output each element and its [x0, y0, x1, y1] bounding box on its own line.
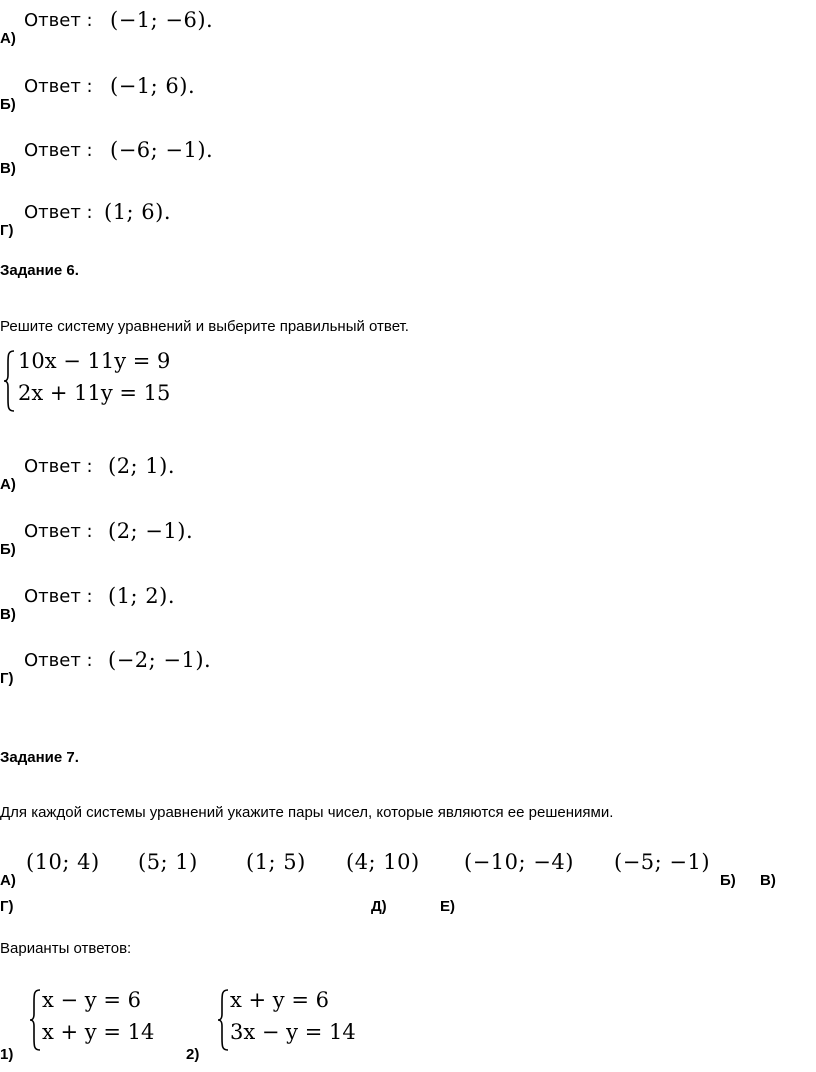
pair-value: (4; 10) [346, 850, 420, 874]
answer-value: (−6; −1). [110, 138, 214, 162]
task6-system [0, 345, 210, 415]
option-letter: Б) [0, 96, 16, 113]
task7-heading: Задание 7. [0, 749, 79, 766]
pair-value: (−10; −4) [464, 850, 574, 874]
system-number: 1) [0, 1046, 14, 1063]
pair-value: (1; 5) [246, 850, 306, 874]
task6-heading: Задание 6. [0, 262, 79, 279]
answer-word: Ответ : [24, 202, 93, 223]
option-letter: А) [0, 30, 16, 47]
pair-value: (5; 1) [138, 850, 198, 874]
answer-value: (1; 2). [108, 584, 176, 608]
equation-row: 10x − 11y = 9 [18, 349, 171, 373]
option-letter: Б) [0, 541, 16, 558]
task6-prompt: Решите систему уравнений и выберите правильный ответ. [0, 318, 409, 335]
system-rows [18, 345, 170, 409]
variants-label: Варианты ответов: [0, 940, 132, 957]
answer-value: (−2; −1). [108, 648, 212, 672]
answer-word: Ответ : [24, 10, 93, 31]
answer-word: Ответ : [24, 140, 93, 161]
answer-value: (−1; −6). [110, 8, 214, 32]
option-letter[interactable]: Д) [371, 898, 387, 915]
system-rows [230, 984, 356, 1048]
option-letter: В) [0, 160, 16, 177]
answer-value: (−1; 6). [110, 74, 196, 98]
option-letter: В) [0, 606, 16, 623]
left-brace-icon [216, 988, 230, 1052]
option-letter: Г) [0, 670, 14, 687]
equation-row: x + y = 6 [230, 988, 329, 1012]
task7-system-2 [186, 982, 406, 1062]
answer-word: Ответ : [24, 76, 93, 97]
answer-value: (2; 1). [108, 454, 176, 478]
pair-value: (10; 4) [26, 850, 100, 874]
option-letter[interactable]: В) [760, 872, 776, 889]
system-rows [42, 984, 154, 1048]
answer-word: Ответ : [24, 456, 93, 477]
left-brace-icon [28, 988, 42, 1052]
left-brace-icon [2, 349, 16, 413]
task7-prompt: Для каждой системы уравнений укажите пары чисел, которые являются ее решениями. [0, 804, 614, 821]
answer-value: (1; 6). [104, 200, 172, 224]
equation-row: 2x + 11y = 15 [18, 381, 171, 405]
answer-value: (2; −1). [108, 519, 194, 543]
option-letter[interactable]: А) [0, 872, 16, 889]
pair-value: (−5; −1) [614, 850, 711, 874]
option-letter: А) [0, 476, 16, 493]
equation-row: x + y = 14 [42, 1020, 155, 1044]
equation-row: 3x − y = 14 [230, 1020, 356, 1044]
option-letter[interactable]: Б) [720, 872, 736, 889]
option-letter[interactable]: Е) [440, 898, 455, 915]
answer-word: Ответ : [24, 521, 93, 542]
task7-system-1 [0, 982, 200, 1062]
answer-word: Ответ : [24, 650, 93, 671]
option-letter: Г) [0, 222, 14, 239]
system-number: 2) [186, 1046, 200, 1063]
answer-word: Ответ : [24, 586, 93, 607]
equation-row: x − y = 6 [42, 988, 141, 1012]
option-letter[interactable]: Г) [0, 898, 14, 915]
